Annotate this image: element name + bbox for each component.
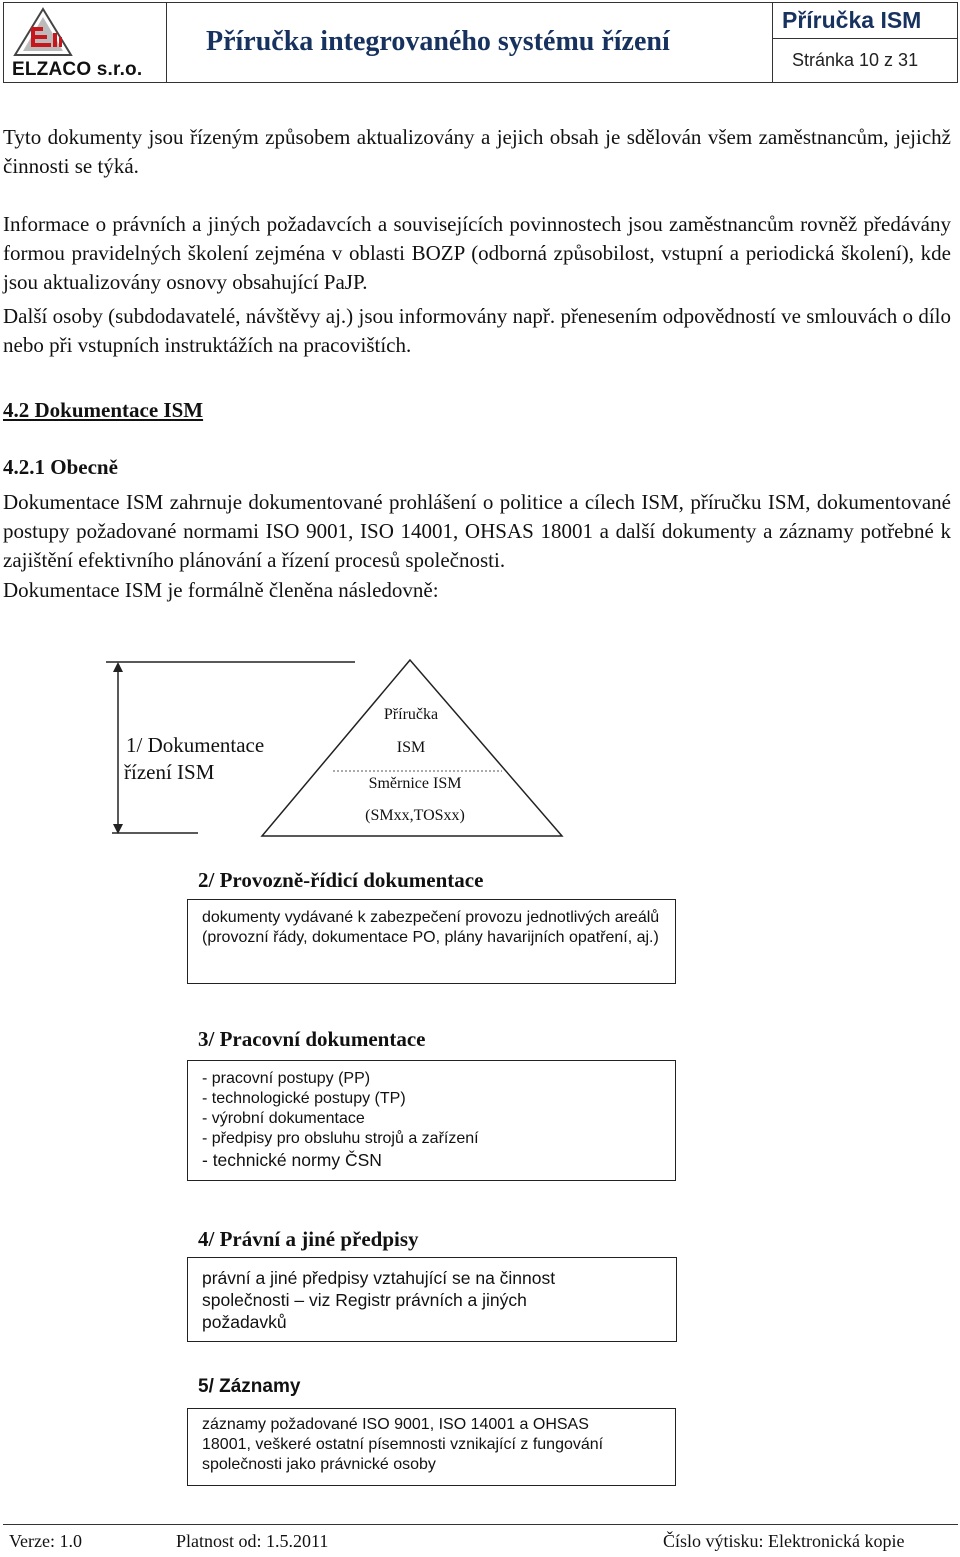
subsection-heading: 4.2.1 Obecně	[3, 455, 118, 479]
level1-label-line2: řízení ISM	[124, 760, 215, 784]
section-heading: 4.2 Dokumentace ISM	[3, 398, 204, 422]
pyramid-text-ism: ISM	[396, 739, 426, 756]
list-item: - pracovní postupy (PP)	[202, 1070, 371, 1087]
list-item: - předpisy pro obsluhu strojů a zařízení	[202, 1130, 479, 1147]
paragraph-4: Dokumentace ISM zahrnuje dokumentované prohlášení o politice a cílech ISM, příručku ISM, dokumentované postupy požadované normami ISO 9001, ISO 14001, OHSAS 18001 a další dokumenty a záznamy potřebné k zajištění efektivního plánování a řízení procesů společnosti.	[3, 490, 951, 572]
section-4-title: 4/ Právní a jiné předpisy	[198, 1227, 419, 1251]
section-3-title: 3/ Pracovní dokumentace	[198, 1027, 426, 1051]
pyramid-text-manual: Příručka	[383, 706, 439, 723]
paragraph-1: Tyto dokumenty jsou řízeným způsobem aktualizovány a jejich obsah je sdělován všem zaměstnancům, jejichž činnosti se týká.	[3, 125, 951, 178]
level1-label-line1: 1/ Dokumentace	[126, 733, 265, 757]
section-4-box: právní a jiné předpisy vztahující se na činnost společnosti – viz Registr právních a jiných požadavků	[187, 1257, 677, 1342]
section-3-box	[187, 1060, 676, 1181]
list-item: - výrobní dokumentace	[202, 1110, 365, 1127]
section-5-box: záznamy požadované ISO 9001, ISO 14001 a OHSAS 18001, veškeré ostatní písemnosti vznikající z fungování společnosti jako právnické osoby	[187, 1408, 676, 1486]
section-2-box: dokumenty vydávané k zabezpečení provozu jednotlivých areálů (provozní řády, dokumentace PO, plány havarijních opatření, aj.)	[187, 899, 676, 984]
document-short-title: Příručka ISM	[782, 7, 922, 33]
footer-valid-from: Platnost od: 1.5.2011	[176, 1531, 329, 1551]
section-2-title: 2/ Provozně-řídicí dokumentace	[198, 868, 484, 892]
pyramid-text-codes: (SMxx,TOSxx)	[365, 807, 465, 824]
pyramid-text-directives: Směrnice ISM	[368, 775, 462, 792]
paragraph-2: Informace o právních a jiných požadavcích a souvisejících povinnostech jsou zaměstnancům rovněž předávány formou pravidelných školení zejména v oblasti BOZP (odborná způsobilost, vstupní a periodická školení), kde jsou aktualizovány osnovy obsahující PaJP.	[3, 212, 951, 294]
list-item: - technické normy ČSN	[202, 1150, 382, 1170]
paragraph-5: Dokumentace ISM je formálně členěna následovně:	[3, 578, 439, 602]
page-footer	[0, 1520, 960, 1557]
footer-copy-number: Číslo výtisku: Elektronická kopie	[663, 1531, 905, 1551]
paragraph-3: Další osoby (subdodavatelé, návštěvy aj.) jsou informovány např. přenesením odpovědností ve smlouvách o dílo nebo při vstupních instruktážích na pracovištích.	[3, 304, 951, 357]
footer-version: Verze: 1.0	[9, 1531, 82, 1551]
list-item: - technologické postupy (TP)	[202, 1090, 406, 1107]
company-name: ELZACO s.r.o.	[12, 59, 143, 80]
section-5-title: 5/ Záznamy	[198, 1376, 301, 1397]
page-number: Stránka 10 z 31	[792, 50, 919, 70]
document-title: Příručka integrovaného systému řízení	[206, 26, 670, 57]
